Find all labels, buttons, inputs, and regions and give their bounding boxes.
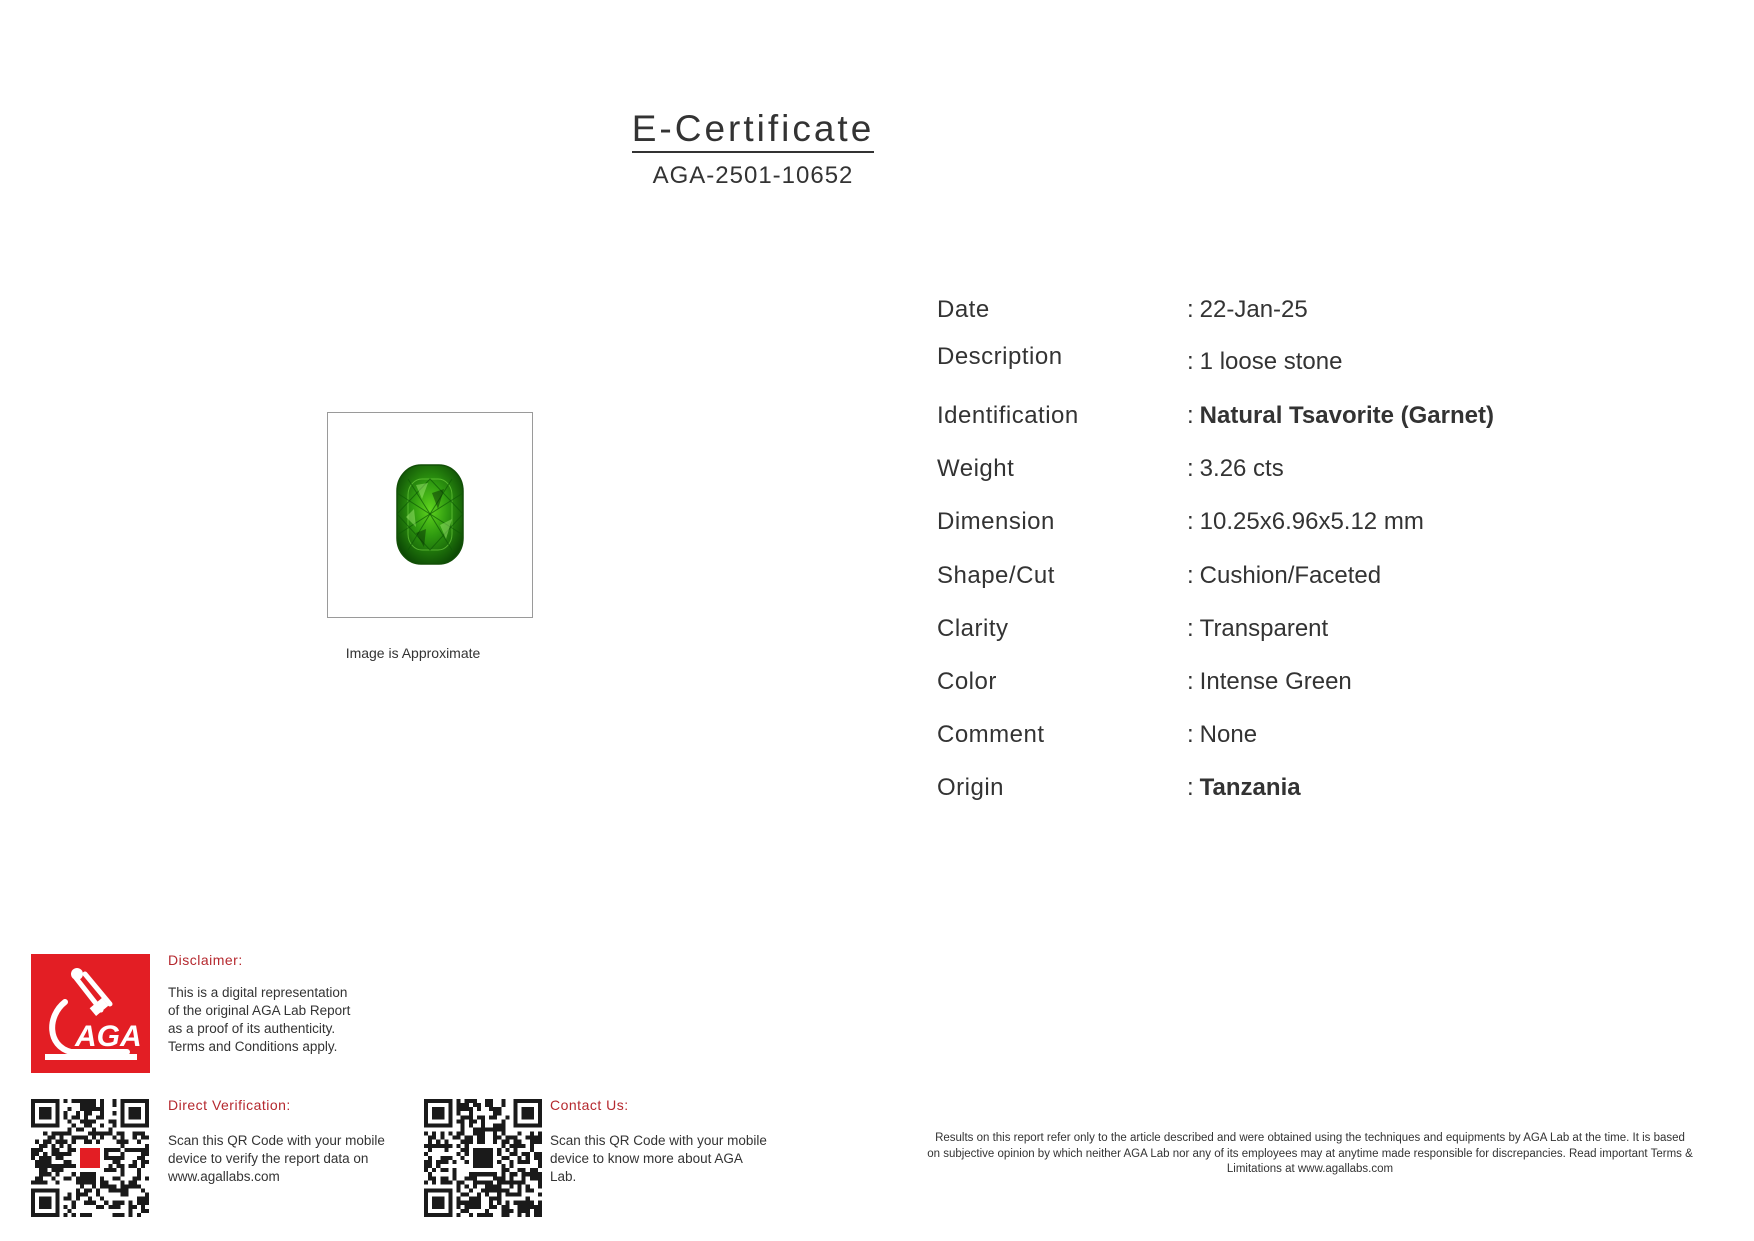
disclaimer-line: Terms and Conditions apply. (168, 1039, 338, 1054)
detail-label: Clarity (937, 615, 1009, 642)
legal-line: on subjective opinion by which neither AGA Lab nor any of its employees may at anytime made responsible for discrepancies. Read important Terms & (927, 1147, 1693, 1160)
certificate-title-text: E-Certificate (632, 108, 875, 153)
detail-label: Color (937, 668, 997, 695)
contact-text (550, 1132, 790, 1186)
disclaimer-heading: Disclaimer: (168, 952, 243, 968)
contact-heading: Contact Us: (550, 1097, 629, 1113)
detail-label: Shape/Cut (937, 562, 1055, 589)
detail-row-shape-cut (937, 562, 1697, 602)
direct-verification-text (168, 1132, 408, 1186)
detail-row-origin (937, 774, 1697, 814)
disclaimer-text (168, 984, 378, 1056)
detail-label: Weight (937, 455, 1015, 482)
detail-value: : Transparent (1187, 615, 1329, 642)
direct-verification-heading: Direct Verification: (168, 1097, 291, 1113)
legal-line: Limitations at www.agallabs.com (1226, 1163, 1394, 1175)
contact-qr-code[interactable] (424, 1099, 542, 1217)
logo-text: AGA (75, 1020, 142, 1053)
detail-value: : Tanzania (1187, 774, 1301, 801)
contact-line: Lab. (550, 1169, 577, 1184)
detail-value: : None (1187, 721, 1258, 748)
detail-value: : 1 loose stone (1187, 348, 1343, 375)
disclaimer-line: as a proof of its authenticity. (168, 1021, 336, 1036)
detail-value: : 22-Jan-25 (1187, 296, 1308, 323)
verification-line: Scan this QR Code with your mobile (168, 1133, 385, 1148)
detail-label: Date (937, 296, 990, 323)
certificate-number: AGA-2501-10652 (652, 162, 854, 189)
legal-line: Results on this report refer only to the article described and were obtained using the techniques and equipments by AGA Lab at the time. It is based (935, 1132, 1685, 1144)
detail-label: Identification (937, 402, 1079, 429)
detail-value: : 3.26 cts (1187, 455, 1284, 482)
stone-image-frame (327, 412, 533, 618)
detail-row-date (937, 296, 1697, 336)
aga-logo (31, 954, 150, 1073)
contact-line: Scan this QR Code with your mobile (550, 1133, 767, 1148)
detail-label: Comment (937, 721, 1045, 748)
detail-label: Dimension (937, 508, 1055, 535)
disclaimer-line: of the original AGA Lab Report (168, 1003, 351, 1018)
detail-row-weight (937, 455, 1697, 495)
detail-label: Origin (937, 774, 1005, 801)
detail-row-color (937, 668, 1697, 708)
verification-qr-code[interactable] (31, 1099, 149, 1217)
detail-value: : Cushion/Faceted (1187, 562, 1382, 589)
detail-label: Description (937, 343, 1063, 370)
contact-line: device to know more about AGA (550, 1151, 743, 1166)
detail-row-identification (937, 402, 1697, 442)
detail-row-description (937, 343, 1697, 383)
gemstone-image (328, 413, 532, 617)
legal-notice (880, 1131, 1740, 1178)
detail-value: : Natural Tsavorite (Garnet) (1187, 402, 1494, 429)
disclaimer-line: This is a digital representation (168, 985, 348, 1000)
detail-value: : Intense Green (1187, 668, 1352, 695)
microscope-logo-icon (31, 954, 150, 1073)
detail-value: : 10.25x6.96x5.12 mm (1187, 508, 1424, 535)
certificate-title (0, 108, 1506, 150)
verification-line: device to verify the report data on (168, 1151, 369, 1166)
detail-row-clarity (937, 615, 1697, 655)
verification-link[interactable]: www.agallabs.com (168, 1169, 280, 1184)
image-caption: Image is Approximate (345, 645, 481, 661)
detail-row-dimension (937, 508, 1697, 548)
detail-row-comment (937, 721, 1697, 761)
